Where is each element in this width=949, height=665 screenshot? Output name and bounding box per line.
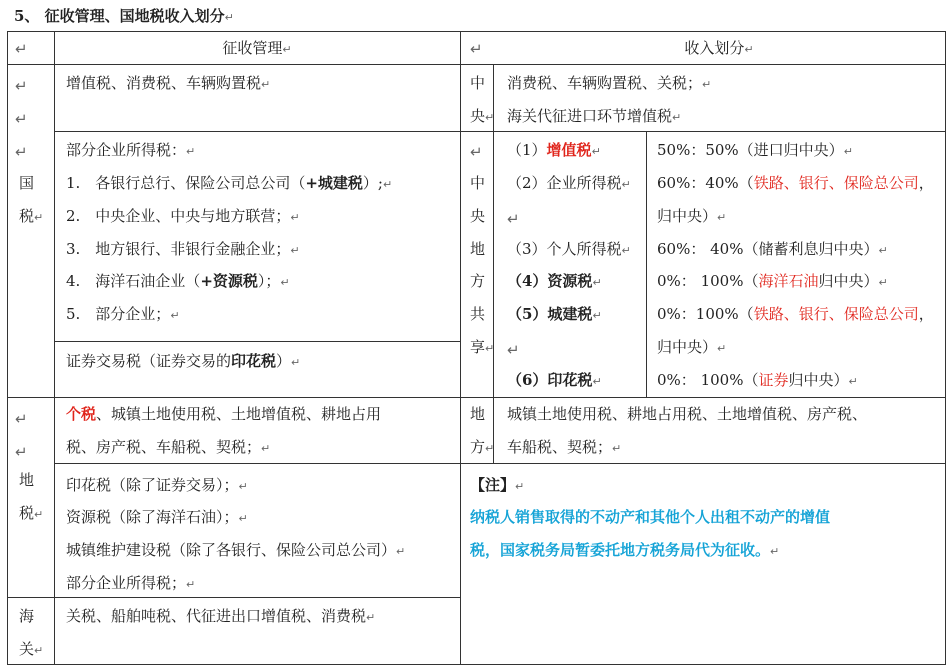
shared-tax-2: （2）企业所得税↵	[507, 174, 631, 192]
zhong-line-1: 消费税、车辆购置税、关税；↵	[507, 74, 712, 92]
guo-label-2: 税↵	[19, 207, 44, 225]
di-row1-line2: 税、房产税、车船税、契税；↵	[66, 438, 271, 456]
guo-item-2: 2. 中央企业、中央与地方联营；↵	[66, 207, 300, 225]
di-row1-line1: 个税、城镇土地使用税、土地增值税、耕地占用	[66, 405, 382, 423]
para-mark: ↵	[15, 40, 28, 58]
note-line-2: 税，国家税务局暂委托地方税务局代为征收。↵	[470, 541, 780, 559]
zhong-label-2: 央↵	[470, 107, 495, 125]
table-rule	[54, 131, 460, 132]
di-item-2: 资源税（除了海洋石油）；↵	[66, 508, 248, 526]
table-rule	[54, 341, 460, 342]
shared-ratio-4: 0%： 100%（海洋石油归中央）↵	[657, 272, 888, 290]
shared-ratio-5: 0%：100%（铁路、银行、保险总公司，	[657, 305, 934, 323]
para-mark: ↵	[507, 341, 520, 359]
table-rule	[646, 131, 647, 397]
para-mark: ↵	[15, 110, 28, 128]
di-item-1: 印花税（除了证券交易）；↵	[66, 476, 248, 494]
para-mark: ↵	[470, 40, 483, 58]
shared-ratio-1: 50%：50%（进口归中央）↵	[657, 141, 853, 159]
table-rule	[7, 397, 946, 398]
di-item-4: 部分企业所得税；↵	[66, 574, 196, 592]
shared-tax-1: （1）增值税↵	[507, 141, 601, 159]
share-label-6: 享↵	[470, 338, 495, 356]
note-line-1: 纳税人销售取得的不动产和其他个人出租不动产的增值	[470, 508, 831, 526]
page-title: 5、 征收管理、国地税收入划分↵	[14, 7, 234, 25]
guo-item-1: 1. 各银行总行、保险公司总公司（+城建税）;↵	[66, 174, 393, 192]
di-label-2: 税↵	[19, 504, 44, 522]
di-label-1: 地	[19, 471, 35, 489]
guo-row1: 增值税、消费税、车辆购置税↵	[66, 74, 271, 92]
difang-label-1: 地	[470, 405, 486, 423]
guo-item-4: 4. 海洋石油企业（+资源税）；↵	[66, 272, 290, 290]
header-zhengshou: 征收管理↵	[222, 39, 292, 57]
shared-tax-6: （6）印花税↵	[507, 371, 602, 389]
table-rule	[7, 597, 460, 598]
guo-item-5: 5. 部分企业；↵	[66, 305, 180, 323]
shared-ratio-3: 60%： 40%（储蓄利息归中央）↵	[657, 240, 888, 258]
share-label-2: 央	[470, 207, 486, 225]
zhong-label-1: 中	[470, 74, 486, 92]
header-shouru: 收入划分↵	[684, 39, 754, 57]
table-border-left	[7, 31, 8, 665]
para-mark: ↵	[15, 77, 28, 95]
shared-ratio-6: 0%： 100%（证券归中央）↵	[657, 371, 858, 389]
difang-line-2: 车船税、契税；↵	[507, 438, 622, 456]
shared-tax-5: （5）城建税↵	[507, 305, 602, 323]
table-border-top	[7, 31, 946, 32]
share-label-1: 中	[470, 174, 486, 192]
hai-text: 关税、船舶吨税、代征进出口增值税、消费税↵	[66, 607, 376, 625]
table-rule	[54, 31, 55, 665]
table-border-right	[945, 31, 946, 665]
guo-part-title: 部分企业所得税：↵	[66, 141, 196, 159]
guo-item-3: 3. 地方银行、非银行金融企业；↵	[66, 240, 300, 258]
table-rule	[54, 463, 946, 464]
para-mark: ↵	[470, 143, 483, 161]
shared-ratio-5b: 归中央）↵	[657, 338, 727, 356]
difang-label-2: 方↵	[470, 438, 495, 456]
hai-label-2: 关↵	[19, 640, 44, 658]
hai-label-1: 海	[19, 607, 35, 625]
para-mark: ↵	[15, 443, 28, 461]
para-mark: ↵	[507, 210, 520, 228]
di-item-3: 城镇维护建设税（除了各银行、保险公司总公司）↵	[66, 541, 406, 559]
shared-ratio-2b: 归中央）↵	[657, 207, 727, 225]
share-label-5: 共	[470, 305, 486, 323]
difang-line-1: 城镇土地使用税、耕地占用税、土地增值税、房产税、	[507, 405, 868, 423]
table-rule	[7, 64, 946, 65]
note-label: 【注】↵	[470, 476, 525, 494]
para-mark: ↵	[15, 410, 28, 428]
table-rule	[460, 131, 946, 132]
guo-securities: 证券交易税（证券交易的印花税）↵	[66, 352, 301, 370]
shared-ratio-2: 60%：40%（铁路、银行、保险总公司，	[657, 174, 934, 192]
para-mark: ↵	[15, 143, 28, 161]
share-label-4: 方	[470, 272, 486, 290]
table-rule	[460, 31, 461, 665]
zhong-line-2: 海关代征进口环节增值税↵	[507, 107, 682, 125]
shared-tax-3: （3）个人所得税↵	[507, 240, 631, 258]
shared-tax-4: （4）资源税↵	[507, 272, 602, 290]
guo-label-1: 国	[19, 174, 35, 192]
share-label-3: 地	[470, 240, 486, 258]
